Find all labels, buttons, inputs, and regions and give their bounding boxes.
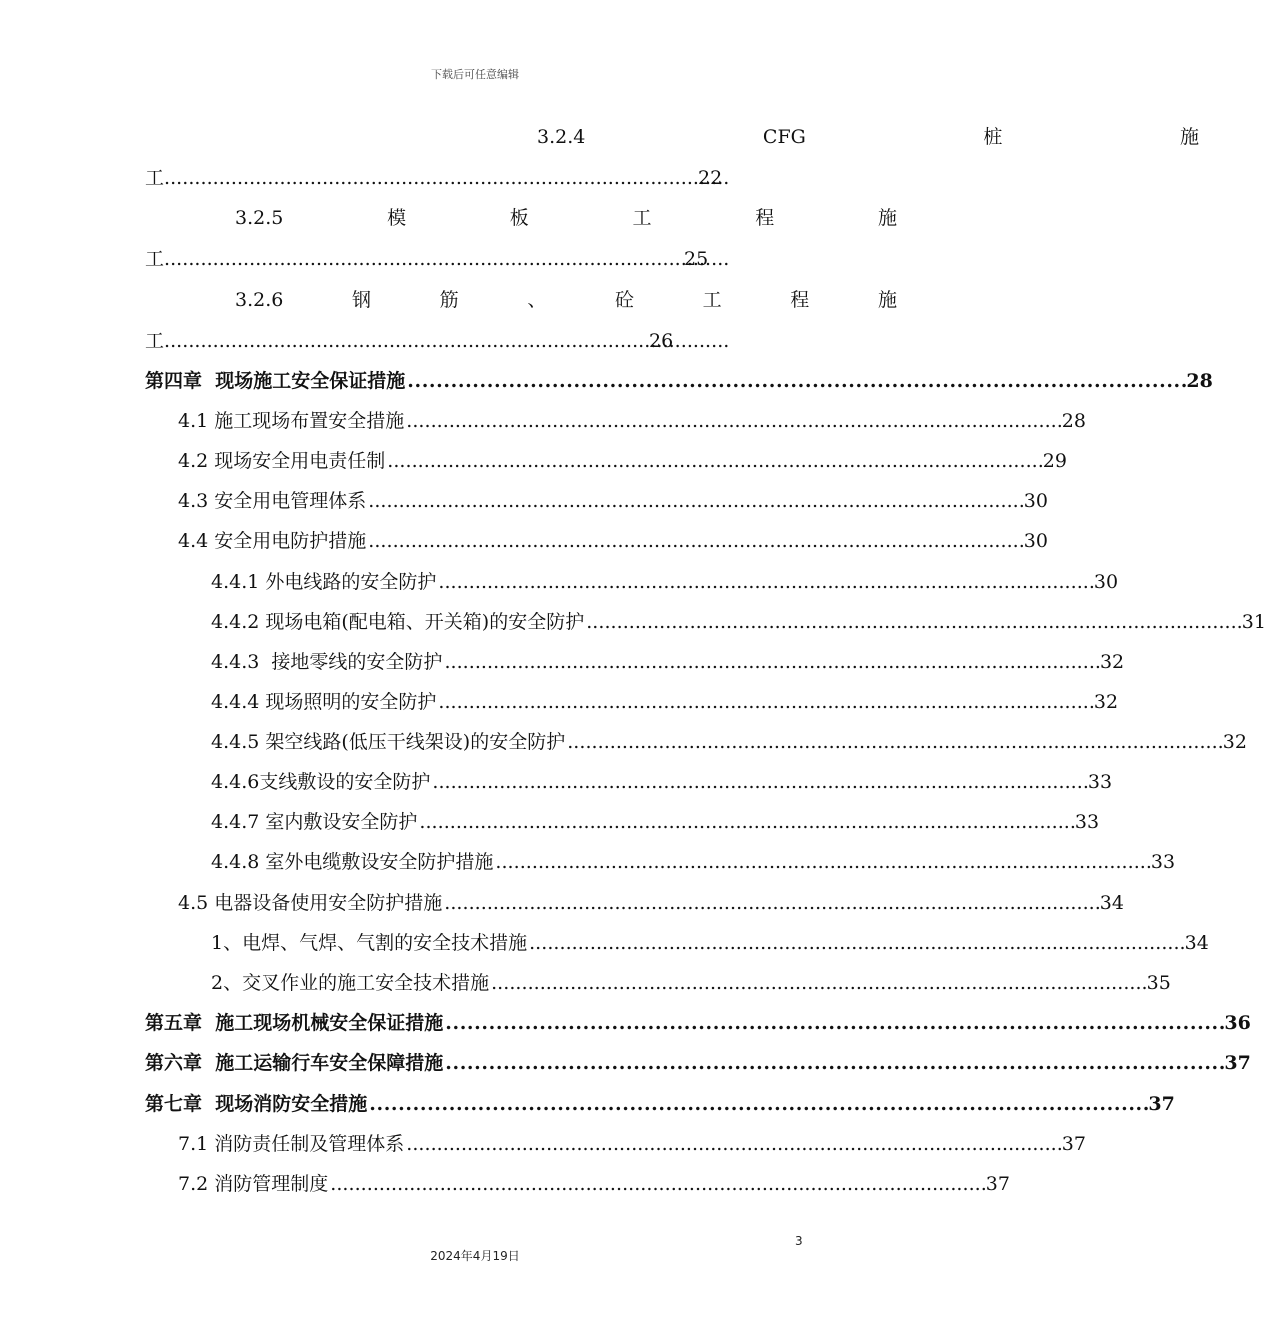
- toc-part: CFG: [762, 126, 806, 148]
- toc-entry-4-5[interactable]: [145, 891, 1124, 915]
- toc-page-number: 31: [1241, 611, 1266, 633]
- toc-page-number: 26: [649, 330, 674, 352]
- toc-part: 筋: [439, 289, 459, 311]
- toc-title: 4.3 安全用电管理体系: [178, 490, 367, 512]
- toc-entry-4-4-6[interactable]: [145, 770, 1113, 794]
- toc-entry-4-3[interactable]: [145, 489, 1048, 513]
- toc-page-number: 35: [1146, 972, 1171, 994]
- toc-entry-3-2-6-line1[interactable]: [145, 288, 897, 312]
- toc-page-number: 33: [1074, 811, 1100, 833]
- toc-entry-4-4-4[interactable]: [145, 690, 1119, 714]
- toc-title: 第五章 施工现场机械安全保证措施: [145, 1012, 444, 1034]
- toc-title: 4.4.8 室外电缆敷设安全防护措施: [211, 851, 494, 873]
- toc-leader-dots: [368, 489, 1022, 513]
- toc-page-number: 34: [1184, 932, 1209, 954]
- toc-title: 1、电焊、气焊、气割的安全技术措施: [211, 932, 528, 954]
- toc-page-number: 33: [1087, 771, 1113, 793]
- toc-title: 4.2 现场安全用电责任制: [178, 450, 386, 472]
- toc-entry-4-4-1[interactable]: [145, 570, 1119, 594]
- toc-leader-dots: [368, 529, 1022, 553]
- toc-continuation: 工: [145, 167, 165, 189]
- toc-leader-dots: [432, 770, 1086, 794]
- toc-entry-7-2[interactable]: [145, 1172, 1010, 1196]
- toc-leader-dots: [369, 1092, 1146, 1116]
- toc-part: 施: [877, 207, 897, 229]
- toc-entry-4-2[interactable]: [145, 449, 1067, 473]
- toc-entry-chapter-6[interactable]: [145, 1051, 1251, 1075]
- toc-continuation: 工: [145, 248, 165, 270]
- toc-entry-cross-work[interactable]: [145, 971, 1171, 995]
- toc-part: 程: [755, 207, 775, 229]
- toc-part: 施: [1179, 126, 1199, 148]
- toc-leader-dots: [406, 1132, 1060, 1156]
- toc-title: 4.1 施工现场布置安全措施: [178, 410, 405, 432]
- toc-page-number: 36: [1224, 1012, 1251, 1034]
- toc-page-number: 32: [1099, 651, 1125, 673]
- toc-entry-3-2-4-line2[interactable]: [145, 166, 725, 190]
- toc-part: 桩: [983, 126, 1003, 148]
- toc-entry-welding[interactable]: [145, 931, 1209, 955]
- toc-page-number: 37: [1224, 1052, 1251, 1074]
- toc-entry-4-4-8[interactable]: [145, 850, 1176, 874]
- toc-part: 工: [632, 207, 652, 229]
- toc-entry-4-4-2[interactable]: [145, 610, 1266, 634]
- toc-leader-dots: [164, 247, 684, 271]
- toc-leader-dots: [567, 730, 1221, 754]
- toc-page-number: 37: [985, 1173, 1010, 1195]
- toc-entry-chapter-4[interactable]: [145, 369, 1213, 393]
- toc-leader-dots: [164, 166, 684, 190]
- toc-part: 、: [527, 289, 547, 311]
- toc-page-number: 32: [1093, 691, 1119, 713]
- toc-title: 7.1 消防责任制及管理体系: [178, 1133, 405, 1155]
- toc-entry-7-1[interactable]: [145, 1132, 1086, 1156]
- toc-title: 4.4.3 接地零线的安全防护: [211, 651, 443, 673]
- toc-leader-dots: [407, 369, 1184, 393]
- toc-part: 3.2.4: [537, 126, 586, 148]
- toc-leader-dots: [491, 971, 1145, 995]
- toc-leader-dots: [406, 409, 1060, 433]
- toc-leader-dots: [438, 570, 1092, 594]
- toc-page-number: 37: [1061, 1133, 1086, 1155]
- toc-entry-3-2-5-line1[interactable]: [145, 206, 897, 230]
- toc-title: 第七章 现场消防安全措施: [145, 1093, 368, 1115]
- toc-page-number: 30: [1023, 530, 1048, 552]
- toc-title: 4.4.1 外电线路的安全防护: [211, 571, 437, 593]
- toc-leader-dots: [438, 690, 1092, 714]
- header-note: 下载后可任意编辑: [431, 68, 519, 81]
- toc-entry-3-2-6-line2[interactable]: [145, 329, 685, 353]
- toc-leader-dots: [419, 810, 1073, 834]
- toc-page-number: 29: [1042, 450, 1067, 472]
- toc-page-number: 25: [684, 248, 709, 270]
- toc-page-number: 28: [1061, 410, 1086, 432]
- toc-continuation: 工: [145, 330, 165, 352]
- toc-leader-dots: [445, 1051, 1222, 1075]
- toc-page-number: 33: [1150, 851, 1176, 873]
- toc-leader-dots: [444, 650, 1098, 674]
- toc-page-number: 28: [1186, 370, 1213, 392]
- toc-page-number: 34: [1099, 892, 1124, 914]
- toc-title: 4.5 电器设备使用安全防护措施: [178, 892, 443, 914]
- toc-entry-4-4-5[interactable]: [145, 730, 1247, 754]
- toc-page-number: 37: [1148, 1093, 1175, 1115]
- toc-part: 程: [790, 289, 810, 311]
- toc-part: 3.2.6: [235, 289, 284, 311]
- toc-entry-chapter-7[interactable]: [145, 1092, 1175, 1116]
- toc-entry-chapter-5[interactable]: [145, 1011, 1251, 1035]
- toc-part: 工: [702, 289, 722, 311]
- toc-part: 3.2.5: [235, 207, 284, 229]
- toc-entry-4-4-3[interactable]: [145, 650, 1125, 674]
- toc-page-number: 32: [1222, 731, 1247, 753]
- toc-title: 第四章 现场施工安全保证措施: [145, 370, 406, 392]
- toc-part: 板: [509, 207, 529, 229]
- toc-entry-4-4[interactable]: [145, 529, 1048, 553]
- toc-part: 钢: [352, 289, 372, 311]
- toc-part: 砼: [614, 289, 634, 311]
- toc-title: 4.4.5 架空线路(低压干线架设)的安全防护: [211, 731, 566, 753]
- toc-title: 4.4.4 现场照明的安全防护: [211, 691, 437, 713]
- toc-page-number: 30: [1093, 571, 1119, 593]
- toc-leader-dots: [495, 850, 1149, 874]
- toc-leader-dots: [444, 891, 1098, 915]
- toc-leader-dots: [164, 329, 649, 353]
- toc-entry-3-2-5-line2[interactable]: [145, 247, 725, 271]
- toc-page-number: 30: [1023, 490, 1048, 512]
- footer-date: 2024年4月19日: [430, 1249, 520, 1263]
- toc-title: 4.4.7 室内敷设安全防护: [211, 811, 418, 833]
- toc-part: 模: [387, 207, 407, 229]
- toc-title: 第六章 施工运输行车安全保障措施: [145, 1052, 444, 1074]
- toc-entry-4-1[interactable]: [145, 409, 1086, 433]
- toc-entry-4-4-7[interactable]: [145, 810, 1100, 834]
- toc-entry-3-2-4-line1[interactable]: [145, 125, 1199, 149]
- toc-part: 施: [877, 289, 897, 311]
- toc-title: 4.4.2 现场电箱(配电箱、开关箱)的安全防护: [211, 611, 585, 633]
- toc-title: 2、交叉作业的施工安全技术措施: [211, 972, 490, 994]
- toc-leader-dots: [586, 610, 1240, 634]
- toc-title: 4.4 安全用电防护措施: [178, 530, 367, 552]
- toc-leader-dots: [330, 1172, 984, 1196]
- toc-page-number: 22: [698, 167, 723, 189]
- page-number: 3: [795, 1234, 803, 1248]
- toc-leader-dots: [387, 449, 1041, 473]
- toc-title: 4.4.6支线敷设的安全防护: [211, 771, 431, 793]
- toc-leader-dots: [445, 1011, 1222, 1035]
- toc-leader-dots: [529, 931, 1183, 955]
- toc-title: 7.2 消防管理制度: [178, 1173, 329, 1195]
